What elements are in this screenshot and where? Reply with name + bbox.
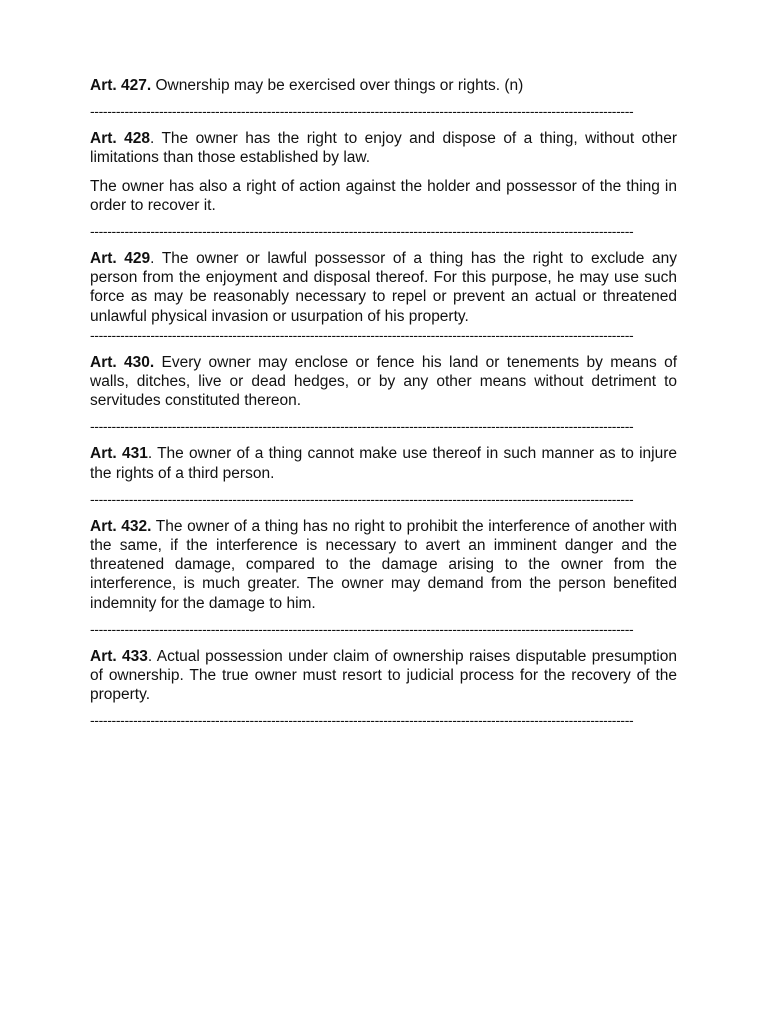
article-paragraph <box>90 517 677 613</box>
article-428 <box>90 129 677 215</box>
article-label: Art. 431 <box>90 445 148 463</box>
article-text: The owner of a thing has no right to prohibit the interference of another with the same, if the interference is necessary to avert an imminent danger and the threatened damage, compared to the damage arising to the owner from the interference, is much greater. The owner may demand from the person benefited indemnity for the damage to him. <box>90 517 677 612</box>
article-label: Art. 433 <box>90 647 148 665</box>
article-432 <box>90 517 677 613</box>
divider: ------------------------------------------------------------------------------------------------------------------------------ <box>90 712 634 729</box>
article-text: Ownership may be exercised over things or rights. (n) <box>151 77 524 94</box>
article-label: Art. 430. <box>90 353 155 371</box>
article-paragraph <box>90 249 677 326</box>
divider: ------------------------------------------------------------------------------------------------------------------------------ <box>90 490 634 507</box>
article-label: Art. 432. <box>90 517 152 535</box>
article-429 <box>90 249 677 326</box>
article-427 <box>90 76 677 95</box>
article-text: . The owner has the right to enjoy and dispose of a thing, without other limitations than those established by law. <box>90 130 677 167</box>
article-text: The owner has also a right of action against the holder and possessor of the thing in order to recover it. <box>90 177 677 214</box>
article-text: . The owner or lawful possessor of a thing has the right to exclude any person from the enjoyment and disposal thereof. For this purpose, he may use such force as may be reasonably necessary to repel or prevent an actual or threatened unlawful physical invasion or usurpation of his property. <box>90 250 677 325</box>
article-paragraph <box>90 444 677 482</box>
article-text: . Actual possession under claim of ownership raises disputable presumption of ownership. The true owner must resort to judicial process for the recovery of the property. <box>90 647 677 704</box>
divider: ------------------------------------------------------------------------------------------------------------------------------ <box>90 620 634 637</box>
document-page <box>90 76 677 738</box>
divider: ------------------------------------------------------------------------------------------------------------------------------ <box>90 418 634 435</box>
article-430 <box>90 353 677 411</box>
article-paragraph <box>90 129 677 167</box>
article-label: Art. 427. <box>90 77 152 94</box>
article-paragraph <box>90 177 677 215</box>
article-433 <box>90 647 677 705</box>
article-paragraph <box>90 76 677 95</box>
article-paragraph <box>90 647 677 705</box>
divider: ------------------------------------------------------------------------------------------------------------------------------ <box>90 326 634 343</box>
article-label: Art. 429 <box>90 250 151 268</box>
article-431 <box>90 444 677 482</box>
article-paragraph <box>90 353 677 411</box>
divider: ------------------------------------------------------------------------------------------------------------------------------ <box>90 103 634 120</box>
article-text: Every owner may enclose or fence his land or tenements by means of walls, ditches, live or dead hedges, or by any other means without detriment to servitudes constituted thereon. <box>90 353 678 410</box>
article-label: Art. 428 <box>90 130 150 148</box>
divider: ------------------------------------------------------------------------------------------------------------------------------ <box>90 223 634 240</box>
article-text: . The owner of a thing cannot make use thereof in such manner as to injure the rights of a third person. <box>90 445 677 482</box>
